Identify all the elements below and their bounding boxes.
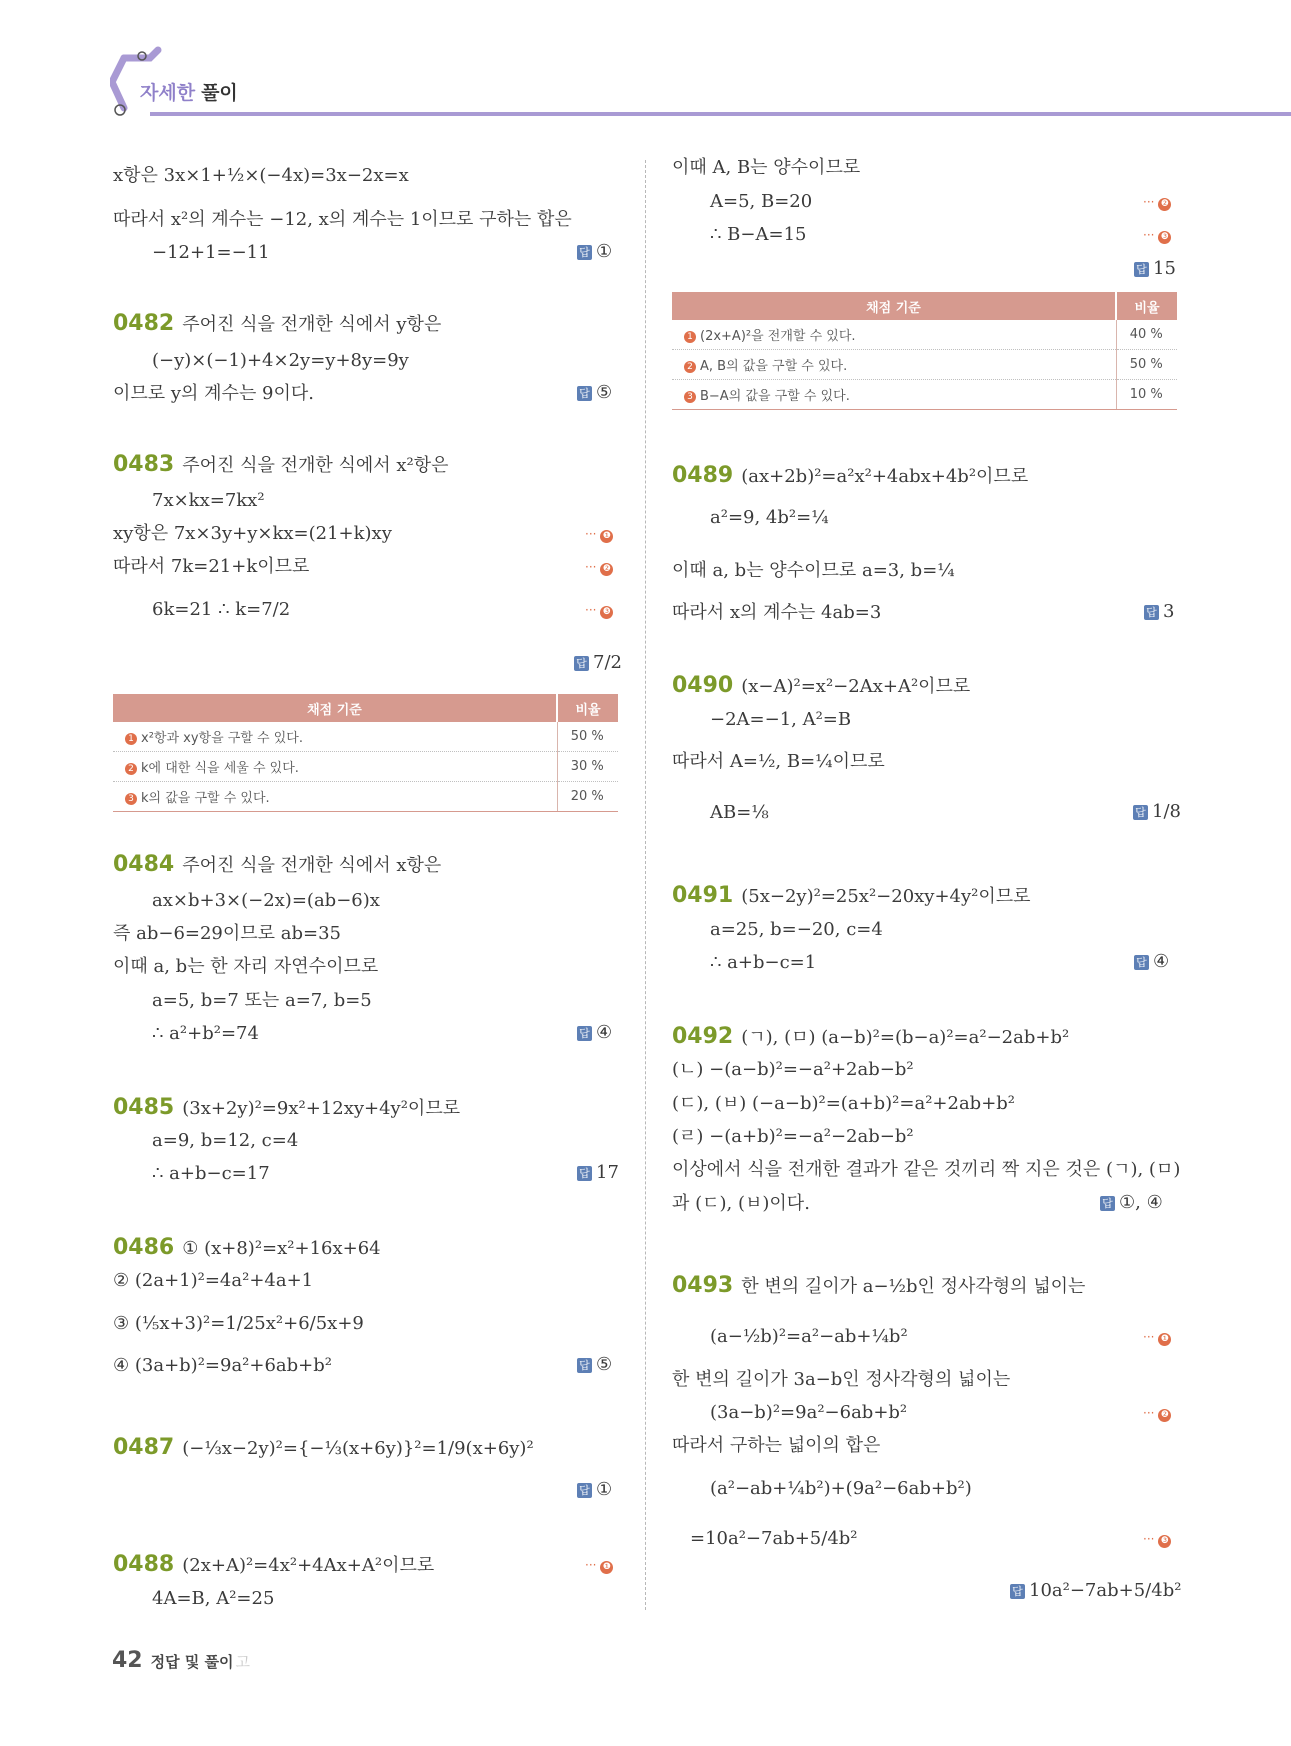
text-line: ① (x+8)²=x²+16x+64: [182, 1238, 381, 1259]
grading-row: [672, 350, 1177, 380]
text-line: (ㄴ) −(a−b)²=−a²+2ab−b²: [672, 1059, 914, 1080]
text-line: a=9, b=12, c=4: [152, 1130, 299, 1151]
answer-mark-icon: 답: [1134, 262, 1149, 277]
text-line: 한 변의 길이가 a−½b인 정사각형의 넓이는: [741, 1276, 1086, 1297]
answer: [577, 1162, 619, 1183]
grading-ratio: 50 %: [1116, 350, 1177, 380]
text-line: −12+1=−11: [152, 242, 270, 263]
text-line: 주어진 식을 전개한 식에서 y항은: [182, 314, 442, 335]
answer: [577, 1479, 612, 1500]
text-line: (a−½b)²=a²−ab+¼b²: [710, 1326, 908, 1347]
text-line: xy항은 7x×3y+y×kx=(21+k)xy: [113, 523, 392, 544]
answer-mark-icon: 답: [577, 245, 592, 260]
text-line: 따라서 7k=21+k이므로: [113, 556, 310, 577]
answer-value: ④: [1153, 951, 1170, 972]
text-line: 4A=B, A²=25: [152, 1588, 275, 1609]
answer-mark-icon: 답: [577, 1358, 592, 1373]
problem-number: 0483: [113, 452, 175, 477]
problem-number: 0485: [113, 1095, 175, 1120]
text-line: (x−A)²=x²−2Ax+A²이므로: [741, 676, 971, 697]
answer-value: ①: [596, 1479, 613, 1500]
text-line: ② (2a+1)²=4a²+4a+1: [113, 1270, 314, 1291]
text-line: (3x+2y)²=9x²+12xy+4y²이므로: [182, 1098, 461, 1119]
text-line: 즉 ab−6=29이므로 ab=35: [113, 923, 342, 944]
grading-ratio: 20 %: [557, 782, 618, 812]
grading-ratio: 30 %: [557, 752, 618, 782]
answer-value: ①: [596, 241, 613, 262]
problem-number: 0489: [672, 463, 734, 488]
text-line: 이때 a, b는 한 자리 자연수이므로: [113, 956, 379, 977]
answer: [574, 652, 622, 673]
text-line: 따라서 A=½, B=¼이므로: [672, 751, 885, 772]
grading-row: [672, 380, 1177, 410]
step-marker: ··· ❶: [585, 1558, 613, 1574]
problem-number: 0487: [113, 1435, 175, 1460]
answer: [577, 1354, 612, 1375]
answer-value: ⑤: [596, 1354, 613, 1375]
problem-0491: [672, 884, 1031, 909]
problem-0484: [113, 853, 441, 878]
step-3-icon: 3: [684, 391, 696, 403]
text-line: 이므로 y의 계수는 9이다.: [113, 383, 314, 404]
answer: [577, 382, 612, 403]
footer: [112, 1648, 250, 1673]
problem-0493: [672, 1274, 1085, 1299]
problem-number: 0491: [672, 883, 734, 908]
answer-value: ①, ④: [1119, 1192, 1163, 1213]
grading-table: [113, 694, 618, 812]
grading-criteria: A, B의 값을 구할 수 있다.: [700, 359, 848, 374]
grading-row: [113, 782, 618, 812]
answer-mark-icon: 답: [577, 386, 592, 401]
text-line: (−y)×(−1)+4×2y=y+8y=9y: [152, 350, 409, 371]
answer-value: ④: [596, 1022, 613, 1043]
grading-header-ratio: 비율: [1116, 292, 1177, 320]
answer-mark-icon: 답: [1133, 805, 1148, 820]
section-title-part1: 자세한: [140, 82, 196, 104]
answer-value: ⑤: [596, 382, 613, 403]
problem-0492: [672, 1025, 1069, 1050]
text-line: 따라서 x의 계수는 4ab=3: [672, 602, 882, 623]
text-line: (2x+A)²=4x²+4Ax+A²이므로: [182, 1555, 435, 1576]
step-1-icon: 1: [125, 733, 137, 745]
step-2-icon: 2: [684, 361, 696, 373]
text-line: ∴ a+b−c=1: [710, 952, 817, 973]
text-line: a=25, b=−20, c=4: [710, 919, 883, 940]
step-3-icon: 3: [125, 793, 137, 805]
problem-number: 0482: [113, 311, 175, 336]
problem-0485: [113, 1096, 460, 1121]
text-line: 이때 a, b는 양수이므로 a=3, b=¼: [672, 560, 955, 581]
grading-row: [113, 752, 618, 782]
text-line: ∴ a+b−c=17: [152, 1163, 270, 1184]
problem-0483: [113, 453, 449, 478]
column-divider: [645, 160, 646, 1610]
grading-criteria: k의 값을 구할 수 있다.: [141, 791, 270, 806]
grading-criteria: x²항과 xy항을 구할 수 있다.: [141, 731, 303, 746]
answer-mark-icon: 답: [577, 1026, 592, 1041]
answer: [1100, 1192, 1163, 1213]
answer: [1134, 951, 1169, 972]
text-line: 이때 A, B는 양수이므로: [672, 157, 861, 178]
footer-watermark: 고: [235, 1653, 251, 1671]
answer-mark-icon: 답: [1010, 1584, 1025, 1599]
answer: [1144, 601, 1174, 622]
text-line: ④ (3a+b)²=9a²+6ab+b²: [113, 1355, 332, 1376]
problem-0482: [113, 312, 441, 337]
footer-title: 정답 및 풀이: [150, 1653, 234, 1671]
text-line: ③ (⅕x+3)²=1/25x²+6/5x+9: [113, 1313, 364, 1334]
grading-row: [113, 722, 618, 752]
header-divider: [150, 112, 1291, 116]
answer: [1133, 801, 1181, 822]
answer-mark-icon: 답: [1134, 955, 1149, 970]
text-line: a=5, b=7 또는 a=7, b=5: [152, 990, 372, 1011]
problem-0490: [672, 674, 970, 699]
problem-number: 0490: [672, 673, 734, 698]
text-line: A=5, B=20: [710, 191, 813, 212]
text-line: −2A=−1, A²=B: [710, 709, 852, 730]
answer-mark-icon: 답: [1144, 605, 1159, 620]
answer-value: 17: [596, 1162, 619, 1183]
step-1-icon: 1: [684, 331, 696, 343]
grading-header-ratio: 비율: [557, 694, 618, 722]
text-line: 따라서 x²의 계수는 −12, x의 계수는 1이므로 구하는 합은: [113, 209, 572, 230]
answer-mark-icon: 답: [577, 1483, 592, 1498]
problem-0488: [113, 1553, 434, 1578]
answer: [1010, 1580, 1181, 1601]
step-marker: ··· ❸: [1143, 1532, 1171, 1548]
problem-0489: [672, 464, 1028, 489]
grading-criteria: k에 대한 식을 세울 수 있다.: [141, 761, 299, 776]
text-line: (ㄷ), (ㅂ) (−a−b)²=(a+b)²=a²+2ab+b²: [672, 1093, 1016, 1114]
step-marker: ··· ❸: [585, 603, 613, 619]
step-marker: ··· ❶: [1143, 1330, 1171, 1346]
grading-table: [672, 292, 1177, 410]
section-title: [140, 78, 238, 105]
text-line: (−⅓x−2y)²={−⅓(x+6y)}²=1/9(x+6y)²: [182, 1438, 534, 1459]
answer-value: 3: [1163, 601, 1175, 622]
problem-0487: [113, 1436, 534, 1461]
page-number: 42: [112, 1648, 143, 1673]
text-line: (ax+2b)²=a²x²+4abx+4b²이므로: [741, 466, 1029, 487]
text-line: 이상에서 식을 전개한 결과가 같은 것끼리 짝 지은 것은 (ㄱ), (ㅁ): [672, 1159, 1181, 1180]
step-2-icon: 2: [125, 763, 137, 775]
problem-number: 0488: [113, 1552, 175, 1577]
text-line: AB=⅛: [710, 802, 769, 823]
text-line: x항은 3x×1+½×(−4x)=3x−2x=x: [113, 165, 409, 186]
text-line: (5x−2y)²=25x²−20xy+4y²이므로: [741, 886, 1031, 907]
answer-value: 1/8: [1152, 801, 1181, 822]
section-title-part2: 풀이: [201, 82, 238, 104]
problem-0486: [113, 1236, 381, 1261]
text-line: 7x×kx=7kx²: [152, 490, 265, 511]
step-marker: ··· ❷: [1143, 195, 1171, 211]
answer-value: 7/2: [593, 652, 622, 673]
grading-ratio: 40 %: [1116, 320, 1177, 350]
grading-header-criteria: 채점 기준: [672, 292, 1116, 320]
grading-criteria: B−A의 값을 구할 수 있다.: [700, 389, 850, 404]
grading-ratio: 50 %: [557, 722, 618, 752]
answer-value: 10a²−7ab+5/4b²: [1029, 1580, 1182, 1601]
text-line: 6k=21 ∴ k=7/2: [152, 599, 291, 620]
grading-row: [672, 320, 1177, 350]
problem-number: 0484: [113, 852, 175, 877]
text-line: =10a²−7ab+5/4b²: [690, 1528, 858, 1549]
answer: [577, 241, 612, 262]
text-line: (a²−ab+¼b²)+(9a²−6ab+b²): [710, 1478, 972, 1499]
text-line: 따라서 구하는 넓이의 합은: [672, 1435, 881, 1456]
step-marker: ··· ❸: [1143, 228, 1171, 244]
grading-ratio: 10 %: [1116, 380, 1177, 410]
text-line: (ㄱ), (ㅁ) (a−b)²=(b−a)²=a²−2ab+b²: [741, 1027, 1070, 1048]
problem-number: 0486: [113, 1235, 175, 1260]
answer: [1134, 258, 1176, 279]
text-line: 과 (ㄷ), (ㅂ)이다.: [672, 1193, 810, 1214]
text-line: ∴ B−A=15: [710, 224, 807, 245]
answer-value: 15: [1153, 258, 1176, 279]
grading-criteria: (2x+A)²을 전개할 수 있다.: [700, 329, 856, 344]
grading-header-criteria: 채점 기준: [113, 694, 557, 722]
answer-mark-icon: 답: [574, 656, 589, 671]
text-line: (3a−b)²=9a²−6ab+b²: [710, 1402, 908, 1423]
answer-mark-icon: 답: [577, 1166, 592, 1181]
text-line: 한 변의 길이가 3a−b인 정사각형의 넓이는: [672, 1369, 1011, 1390]
problem-number: 0492: [672, 1024, 734, 1049]
text-line: (ㄹ) −(a+b)²=−a²−2ab−b²: [672, 1126, 914, 1147]
step-marker: ··· ❶: [585, 527, 613, 543]
step-marker: ··· ❷: [1143, 1406, 1171, 1422]
text-line: ∴ a²+b²=74: [152, 1023, 259, 1044]
step-marker: ··· ❷: [585, 560, 613, 576]
answer: [577, 1022, 612, 1043]
text-line: a²=9, 4b²=¼: [710, 507, 829, 528]
text-line: 주어진 식을 전개한 식에서 x²항은: [182, 455, 449, 476]
text-line: 주어진 식을 전개한 식에서 x항은: [182, 855, 442, 876]
answer-mark-icon: 답: [1100, 1196, 1115, 1211]
problem-number: 0493: [672, 1273, 734, 1298]
text-line: ax×b+3×(−2x)=(ab−6)x: [152, 890, 380, 911]
